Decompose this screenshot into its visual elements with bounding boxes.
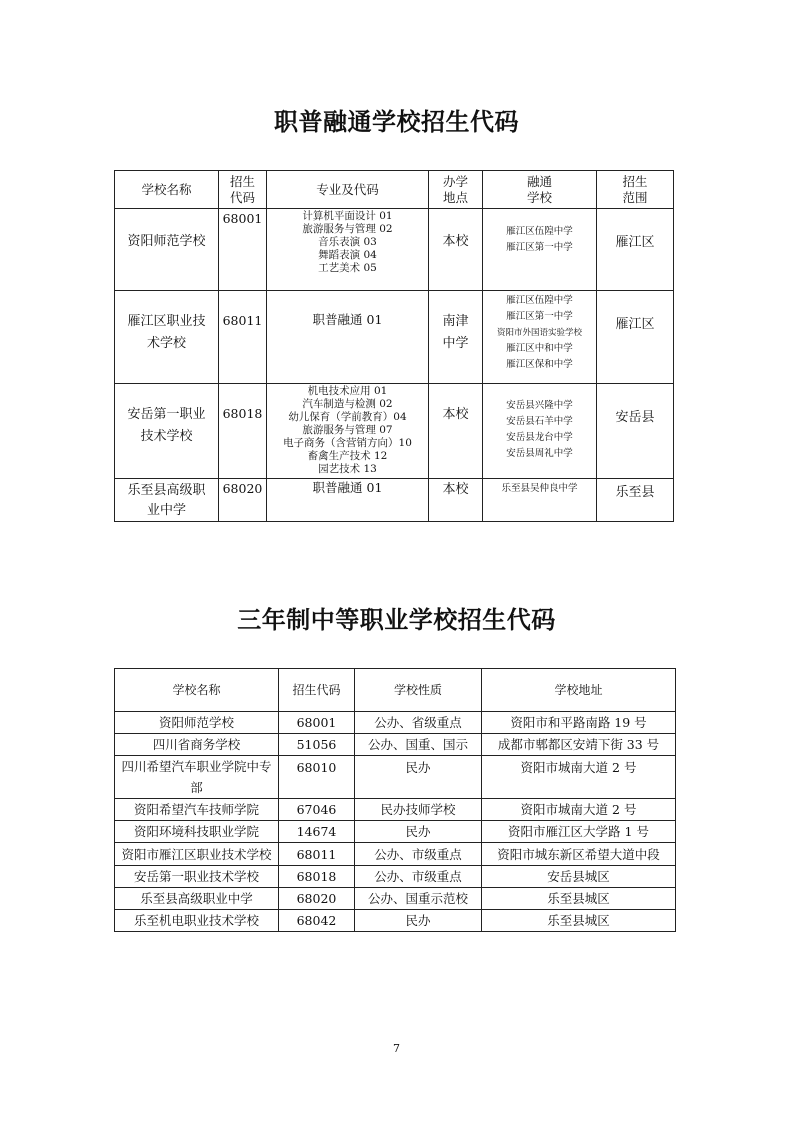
- school-nature-cell: 民办: [355, 756, 482, 799]
- enroll-code-cell: 68018: [279, 866, 355, 888]
- school-name-cell: 乐至县高级职 业中学: [115, 479, 219, 522]
- school-name-cell: 四川省商务学校: [115, 734, 279, 756]
- enroll-code-cell: 68011: [219, 291, 267, 384]
- header-enroll-code: 招生代码: [279, 669, 355, 712]
- school-name-cell: 四川希望汽车职业学院中专部: [115, 756, 279, 799]
- table-header-row: [115, 669, 676, 712]
- header-enroll-code: 招生 代码: [219, 171, 267, 209]
- school-name-cell: 乐至机电职业技术学校: [115, 910, 279, 932]
- school-address-cell: 乐至县城区: [482, 888, 676, 910]
- enroll-code-cell: 51056: [279, 734, 355, 756]
- school-name-cell: 资阳市雁江区职业技术学校: [115, 843, 279, 866]
- enroll-code-cell: 14674: [279, 821, 355, 843]
- school-nature-cell: 公办、市级重点: [355, 843, 482, 866]
- enroll-code-cell: 68042: [279, 910, 355, 932]
- table-row: [115, 799, 676, 821]
- enroll-range-cell: 雁江区: [597, 209, 674, 291]
- enroll-code-cell: 68018: [219, 384, 267, 479]
- school-nature-cell: 民办: [355, 821, 482, 843]
- location-cell: 本校: [429, 209, 483, 291]
- table-row: [115, 209, 674, 291]
- title-vocational-general-fusion: 职普融通学校招生代码: [274, 108, 519, 136]
- school-name-cell: 资阳环境科技职业学院: [115, 821, 279, 843]
- location-cell: 本校: [429, 384, 483, 479]
- school-nature-cell: 民办: [355, 910, 482, 932]
- header-fusion-school: 融通 学校: [483, 171, 597, 209]
- school-nature-cell: 公办、市级重点: [355, 866, 482, 888]
- school-name-cell: 资阳希望汽车技师学院: [115, 799, 279, 821]
- table-row: [115, 843, 676, 866]
- school-name-cell: 安岳第一职业技术学校: [115, 866, 279, 888]
- enroll-code-cell: 68020: [219, 479, 267, 522]
- school-address-cell: 资阳市城东新区希望大道中段: [482, 843, 676, 866]
- school-name-cell: 资阳师范学校: [115, 712, 279, 734]
- secondary-vocational-table: [114, 668, 676, 932]
- table-row: [115, 479, 674, 522]
- header-majors: 专业及代码: [267, 171, 429, 209]
- school-name-cell: 资阳师范学校: [115, 209, 219, 291]
- title-secondary-vocational: 三年制中等职业学校招生代码: [237, 606, 556, 634]
- enroll-range-cell: 安岳县: [597, 384, 674, 479]
- table-row: [115, 384, 674, 479]
- majors-cell: 职普融通 01: [267, 291, 429, 384]
- fusion-schools-table: [114, 170, 674, 522]
- header-location: 办学 地点: [429, 171, 483, 209]
- school-address-cell: 资阳市雁江区大学路 1 号: [482, 821, 676, 843]
- majors-cell: 机电技术应用 01 汽车制造与检测 02 幼儿保育（学前教育）04 旅游服务与管理 07 电子商务（含营销方向）10 畜禽生产技术 12 园艺技术 13: [267, 384, 429, 479]
- fusion-school-cell: 雁江区伍隍中学 雁江区第一中学: [483, 209, 597, 291]
- table-row: [115, 756, 676, 799]
- school-address-cell: 安岳县城区: [482, 866, 676, 888]
- school-nature-cell: 公办、国重、国示: [355, 734, 482, 756]
- school-nature-cell: 公办、国重示范校: [355, 888, 482, 910]
- school-name-cell: 雁江区职业技 术学校: [115, 291, 219, 384]
- table-row: [115, 712, 676, 734]
- enroll-code-cell: 68020: [279, 888, 355, 910]
- table-row: [115, 888, 676, 910]
- enroll-range-cell: 乐至县: [597, 479, 674, 522]
- school-address-cell: 乐至县城区: [482, 910, 676, 932]
- school-address-cell: 资阳市和平路南路 19 号: [482, 712, 676, 734]
- school-address-cell: 资阳市城南大道 2 号: [482, 799, 676, 821]
- table-header-row: [115, 171, 674, 209]
- header-enroll-range: 招生 范围: [597, 171, 674, 209]
- fusion-school-cell: 雁江区伍隍中学 雁江区第一中学 资阳市外国语实验学校 雁江区中和中学 雁江区保和中学: [483, 291, 597, 384]
- header-school-name: 学校名称: [115, 669, 279, 712]
- enroll-range-cell: 雁江区: [597, 291, 674, 384]
- table-row: [115, 734, 676, 756]
- table-row: [115, 291, 674, 384]
- table-row: [115, 910, 676, 932]
- fusion-school-cell: 安岳县兴隆中学 安岳县石羊中学 安岳县龙台中学 安岳县周礼中学: [483, 384, 597, 479]
- school-nature-cell: 民办技师学校: [355, 799, 482, 821]
- header-school-name: 学校名称: [115, 171, 219, 209]
- location-cell: 本校: [429, 479, 483, 522]
- table-row: [115, 866, 676, 888]
- enroll-code-cell: 68010: [279, 756, 355, 799]
- fusion-school-cell: 乐至县吴仲良中学: [483, 479, 597, 522]
- majors-cell: 职普融通 01: [267, 479, 429, 522]
- location-cell: 南津 中学: [429, 291, 483, 384]
- school-address-cell: 资阳市城南大道 2 号: [482, 756, 676, 799]
- enroll-code-cell: 68001: [279, 712, 355, 734]
- header-school-nature: 学校性质: [355, 669, 482, 712]
- enroll-code-cell: 67046: [279, 799, 355, 821]
- enroll-code-cell: 68001: [219, 209, 267, 291]
- school-address-cell: 成都市郫都区安靖下街 33 号: [482, 734, 676, 756]
- school-nature-cell: 公办、省级重点: [355, 712, 482, 734]
- school-name-cell: 乐至县高级职业中学: [115, 888, 279, 910]
- enroll-code-cell: 68011: [279, 843, 355, 866]
- page-number: 7: [393, 1042, 400, 1055]
- majors-cell: 计算机平面设计 01 旅游服务与管理 02 音乐表演 03 舞蹈表演 04 工艺美术 05: [267, 209, 429, 291]
- school-name-cell: 安岳第一职业 技术学校: [115, 384, 219, 479]
- header-school-address: 学校地址: [482, 669, 676, 712]
- table-row: [115, 821, 676, 843]
